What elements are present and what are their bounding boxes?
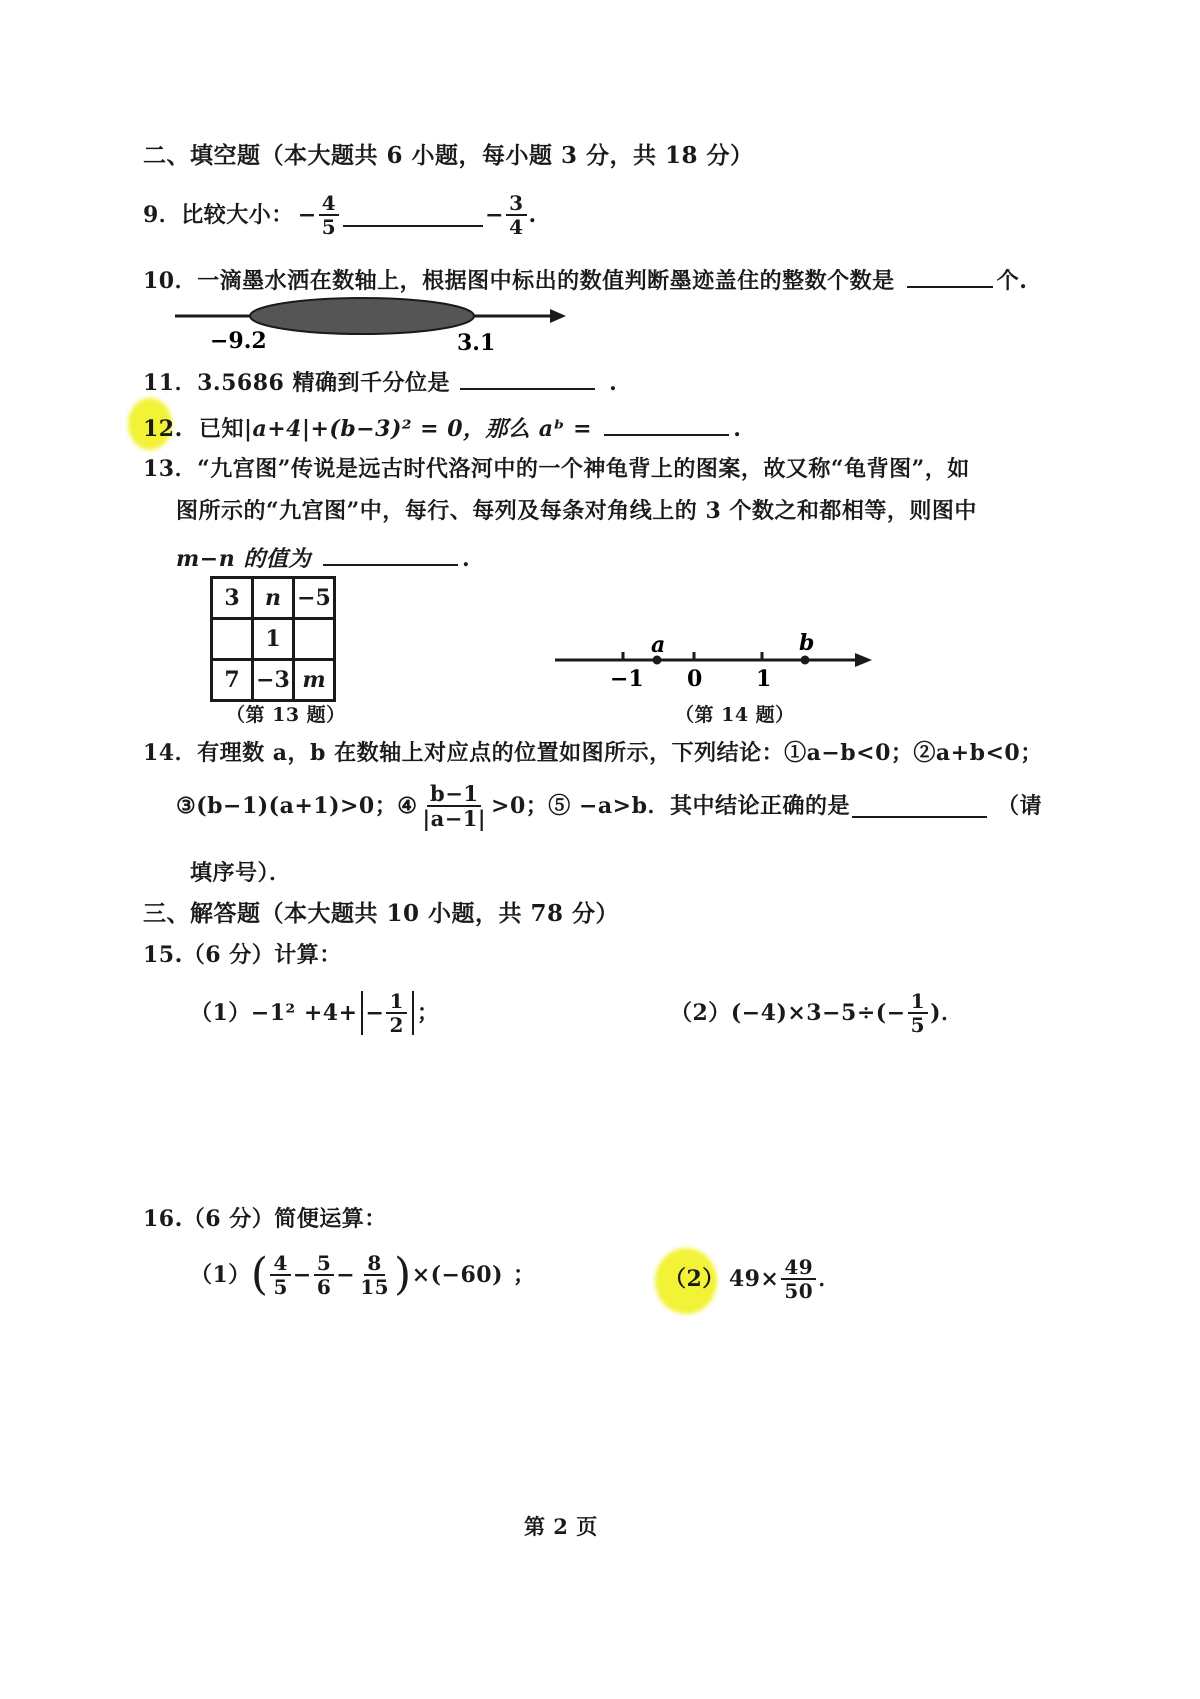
q13-line2: 图所示的“九宫图”中，每行、每列及每条对角线上的 3 个数之和都相等，则图中 (176, 498, 977, 524)
minus-sign: − (292, 1262, 312, 1288)
q9-end: . (528, 202, 537, 228)
q10-left-label: −9.2 (210, 328, 267, 354)
q16-frac2-den: 6 (316, 1275, 332, 1299)
q15-p1-num: 1 (386, 990, 406, 1014)
q12-answer-blank[interactable] (604, 412, 729, 436)
q16-frac3 (357, 1252, 392, 1298)
q10-ink-blot (250, 298, 474, 334)
abs-bar-left (361, 991, 363, 1035)
q9-frac2-den: 4 (509, 215, 524, 239)
section2-title: 二、填空题（本大题共 6 小题，每小题 3 分，共 18 分） (143, 142, 754, 169)
q9-frac1 (319, 192, 339, 238)
q16-p2-num: 49 (781, 1256, 816, 1280)
q14-fraction (419, 782, 489, 830)
q15-p2-num: 1 (908, 990, 928, 1014)
question-12 (143, 412, 741, 440)
q15-p1-den: 2 (389, 1013, 404, 1037)
q15-p1-expr: −1² +4+ (250, 1000, 358, 1026)
q14-label-zero: 0 (687, 666, 703, 692)
q15-p2-fraction (908, 990, 928, 1036)
q14-frac-den: |a−1| (422, 806, 487, 832)
q14-label-b: b (799, 630, 815, 656)
q16-part2 (664, 1256, 841, 1302)
q14-label-one: 1 (756, 666, 772, 692)
q16-title: 16.（6 分）简便运算： (143, 1206, 387, 1232)
magic-square-cell: −3 (253, 660, 294, 701)
question-11 (143, 366, 617, 394)
q13-line1: 13．“九宫图”传说是远古时代洛河中的一个神龟背上的图案，故又称“龟背图”，如 (143, 456, 970, 482)
q12-number: 12. (143, 416, 183, 442)
q13-end: . (462, 546, 471, 572)
q9-frac2-num: 3 (506, 192, 526, 216)
q16-frac1 (270, 1252, 290, 1298)
q14-part4: >0；⑤ −a>b．其中结论正确的是 (491, 793, 850, 820)
q16-p2-fraction (781, 1256, 816, 1302)
question-10 (143, 264, 1027, 292)
magic-square-cell (212, 619, 253, 660)
q15-p1-end: ； (416, 1000, 440, 1026)
q13-magic-square (210, 576, 336, 702)
paren-left: ( (250, 1249, 269, 1300)
q14-label-a: a (651, 632, 666, 658)
q15-p1-label: （1） (190, 1000, 251, 1026)
q11-answer-blank[interactable] (460, 366, 595, 390)
q12-expr: |a+4|+(b−3)² = 0，那么 aᵇ = (243, 416, 593, 442)
section3-title: 三、解答题（本大题共 10 小题，共 78 分） (143, 900, 620, 927)
magic-square-cell: −5 (294, 578, 335, 619)
q16-p2-den: 50 (784, 1279, 814, 1303)
minus-sign: − (336, 1262, 356, 1288)
magic-square-row (212, 578, 335, 619)
q9-frac2-sign: − (485, 202, 505, 228)
magic-square-cell: 1 (253, 619, 294, 660)
question-9 (143, 192, 537, 238)
q13-caption: （第 13 题） (226, 704, 346, 726)
q16-frac2 (314, 1252, 334, 1298)
q16-frac3-den: 15 (360, 1275, 390, 1299)
magic-square-cell: n (253, 578, 294, 619)
q16-frac1-den: 5 (273, 1275, 288, 1299)
q9-frac1-num: 4 (319, 192, 339, 216)
q16-p2-end: ． (818, 1266, 841, 1292)
q16-frac3-num: 8 (364, 1252, 384, 1276)
q16-part1 (190, 1249, 536, 1300)
q16-frac2-num: 5 (314, 1252, 334, 1276)
page-number: 第 2 页 (524, 1514, 598, 1539)
q15-title: 15.（6 分）计算： (143, 942, 342, 968)
q13-answer-blank[interactable] (323, 542, 458, 566)
q9-text: 9．比较大小： (143, 202, 294, 228)
paren-right: ) (394, 1249, 412, 1300)
q15-p2-end: )． (930, 1000, 964, 1026)
magic-square-row (212, 619, 335, 660)
q9-frac2 (506, 192, 526, 238)
q14-line3: 填序号）． (190, 860, 292, 886)
q15-p2-expr: (−4)×3−5÷(− (730, 1000, 906, 1026)
q14-line1: 14．有理数 a，b 在数轴上对应点的位置如图所示，下列结论：①a−b<0；②a+b<0； (143, 740, 1043, 766)
magic-square-row (212, 660, 335, 701)
magic-square-cell: m (294, 660, 335, 701)
q14-end: （请 (996, 793, 1042, 820)
q14-part3: ③(b−1)(a+1)>0；④ (176, 793, 418, 820)
q14-frac-num: b−1 (427, 782, 481, 807)
q16-frac1-num: 4 (270, 1252, 290, 1276)
q15-part2 (670, 990, 963, 1036)
q14-point-b (801, 656, 810, 665)
q14-caption: （第 14 题） (675, 704, 795, 726)
q10-axis-arrow (550, 309, 566, 323)
q10-text: 10．一滴墨水洒在数轴上，根据图中标出的数值判断墨迹盖住的整数个数是 (143, 268, 895, 294)
q15-part1 (190, 990, 439, 1036)
q10-answer-blank[interactable] (907, 264, 993, 288)
q9-frac1-den: 5 (321, 215, 337, 239)
q16-p1-label: （1） (190, 1262, 251, 1288)
q13-line3 (176, 542, 470, 570)
q12-text: 已知 (198, 416, 244, 442)
q14-answer-blank[interactable] (852, 794, 987, 818)
magic-square-cell (294, 619, 335, 660)
q15-p1-inner: − (365, 1000, 385, 1026)
q14-label-neg1: −1 (610, 666, 644, 692)
q11-end: . (609, 370, 618, 396)
q10-end: 个. (996, 268, 1028, 294)
q9-frac1-sign: − (297, 202, 317, 228)
q16-p1-tail: ×(−60) (411, 1262, 504, 1288)
q15-p2-den: 5 (910, 1013, 926, 1037)
q9-answer-blank[interactable] (343, 203, 483, 227)
q16-p1-end: ； (513, 1262, 536, 1288)
abs-bar-right (412, 991, 414, 1035)
q14-line2 (176, 782, 1042, 830)
q12-end: . (733, 416, 742, 442)
q16-p2-label: （2） (664, 1266, 725, 1292)
q16-p2-expr: 49× (728, 1266, 780, 1292)
q14-number-line (550, 630, 880, 696)
magic-square-cell: 7 (212, 660, 253, 701)
q14-axis-arrow (855, 653, 872, 667)
q10-right-label: 3.1 (457, 330, 496, 354)
q11-text: 11．3.5686 精确到千分位是 (143, 370, 450, 396)
q10-number-line (170, 292, 580, 354)
q15-p2-label: （2） (670, 1000, 731, 1026)
magic-square-cell: 3 (212, 578, 253, 619)
q13-line3-text: m−n 的值为 (176, 546, 311, 572)
q15-p1-fraction (386, 990, 406, 1036)
